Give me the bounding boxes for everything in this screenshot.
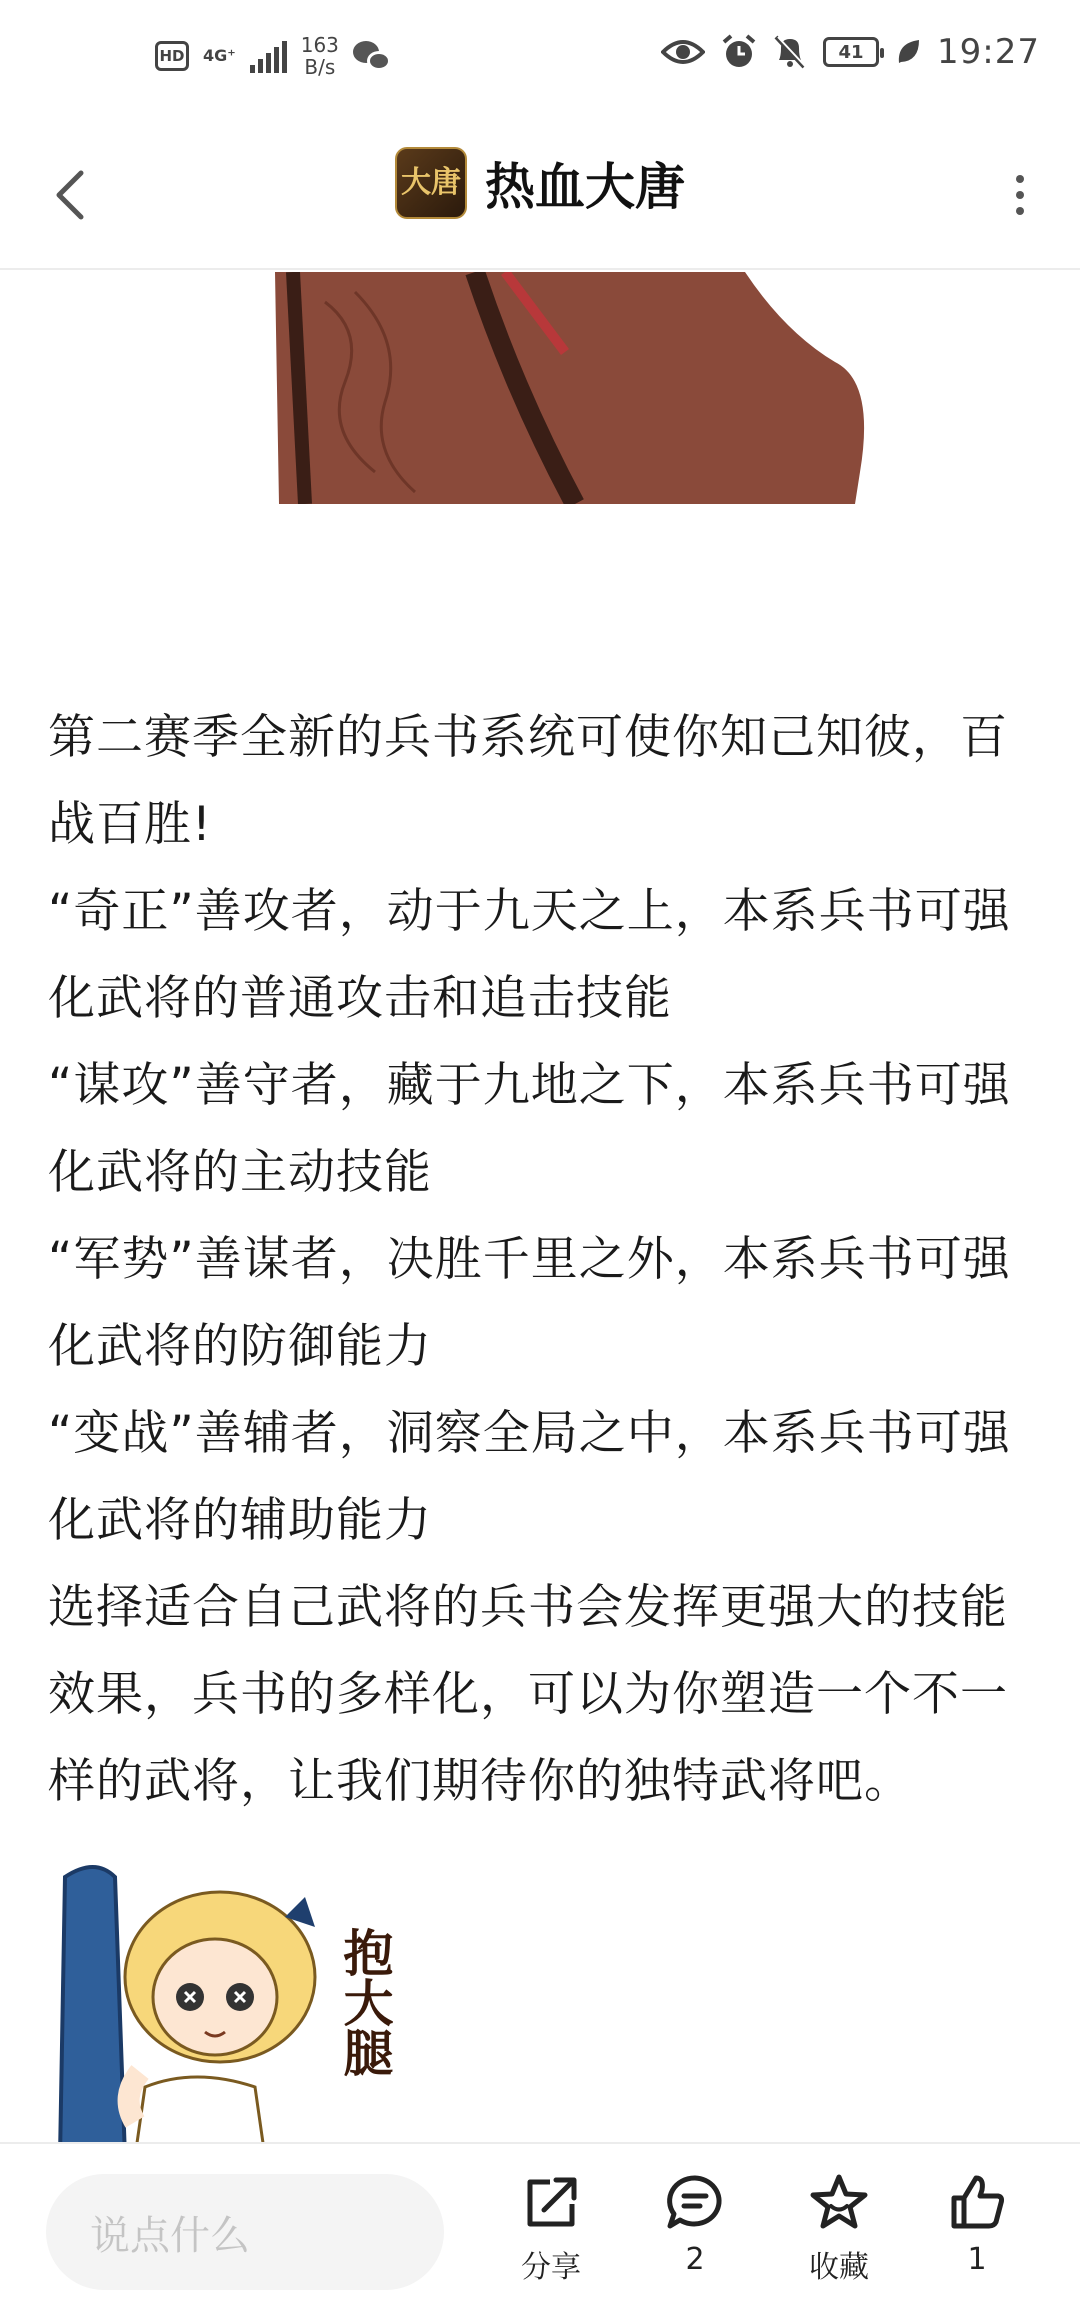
signal-icon [250,39,287,73]
clock: 19:27 [937,32,1040,72]
wechat-icon [353,39,395,73]
status-bar [0,0,1080,125]
share-label: 分享 [521,2250,581,2285]
article-paragraph: “变战”善辅者，洞察全局之中，本系兵书可强化武将的辅助能力 [48,1406,1011,1548]
favorite-label: 收藏 [809,2250,869,2285]
status-left [155,34,395,78]
sticker-text: 抱大腿 [335,1927,395,2077]
header [0,125,1080,270]
network-speed [301,34,339,78]
sticker-drawing [55,1857,425,2142]
alarm-icon [721,34,757,70]
more-dot-icon [1016,191,1024,199]
page-title[interactable]: 热血大唐 [485,158,685,216]
sticker-image[interactable] [55,1857,425,2142]
article-body [48,694,1038,1825]
like-count: 1 [967,2242,987,2277]
article-content [0,272,1080,2142]
article-paragraph: 第二赛季全新的兵书系统可使你知己知彼，百战百胜! [48,710,1008,852]
game-logo-text: 大唐 [401,165,461,200]
comment-count: 2 [685,2242,705,2277]
more-dot-icon [1016,207,1024,215]
more-menu-button[interactable] [990,165,1050,225]
article-paragraph: “军势”善谋者，决胜千里之外，本系兵书可强化武将的防御能力 [48,1232,1011,1374]
share-icon [520,2172,582,2234]
speed-value: 163 [300,33,339,57]
more-dot-icon [1016,175,1024,183]
article-paragraph: “谋攻”善守者，藏于九地之下，本系兵书可强化武将的主动技能 [48,1058,1011,1200]
article-paragraph: “奇正”善攻者，动于九天之上，本系兵书可强化武将的普通攻击和追击技能 [48,884,1011,1026]
star-icon [808,2172,870,2234]
network-type: 4G⁺ [203,46,236,65]
like-button[interactable] [922,2172,1032,2277]
comment-icon [664,2172,726,2234]
article-image[interactable] [275,272,865,504]
hd-badge: HD [155,41,189,71]
comment-input[interactable]: 说点什么 [46,2174,444,2290]
status-right [661,32,1040,72]
title-group [0,147,1080,219]
mute-bell-icon [773,34,807,70]
comment-button[interactable] [640,2172,750,2277]
eye-icon [661,37,705,67]
favorite-button[interactable] [784,2172,894,2286]
game-logo[interactable] [395,147,467,219]
thumbs-up-icon [946,2172,1008,2234]
battery-icon: 41 [823,37,879,67]
speed-unit: B/s [304,55,336,79]
article-paragraph: 选择适合自己武将的兵书会发挥更强大的技能效果，兵书的多样化，可以为你塑造一个不一样的武将，让我们期待你的独特武将吧。 [48,1580,1008,1809]
bottom-action-bar [0,2142,1080,2310]
leaf-icon [895,37,921,67]
share-button[interactable] [496,2172,606,2286]
